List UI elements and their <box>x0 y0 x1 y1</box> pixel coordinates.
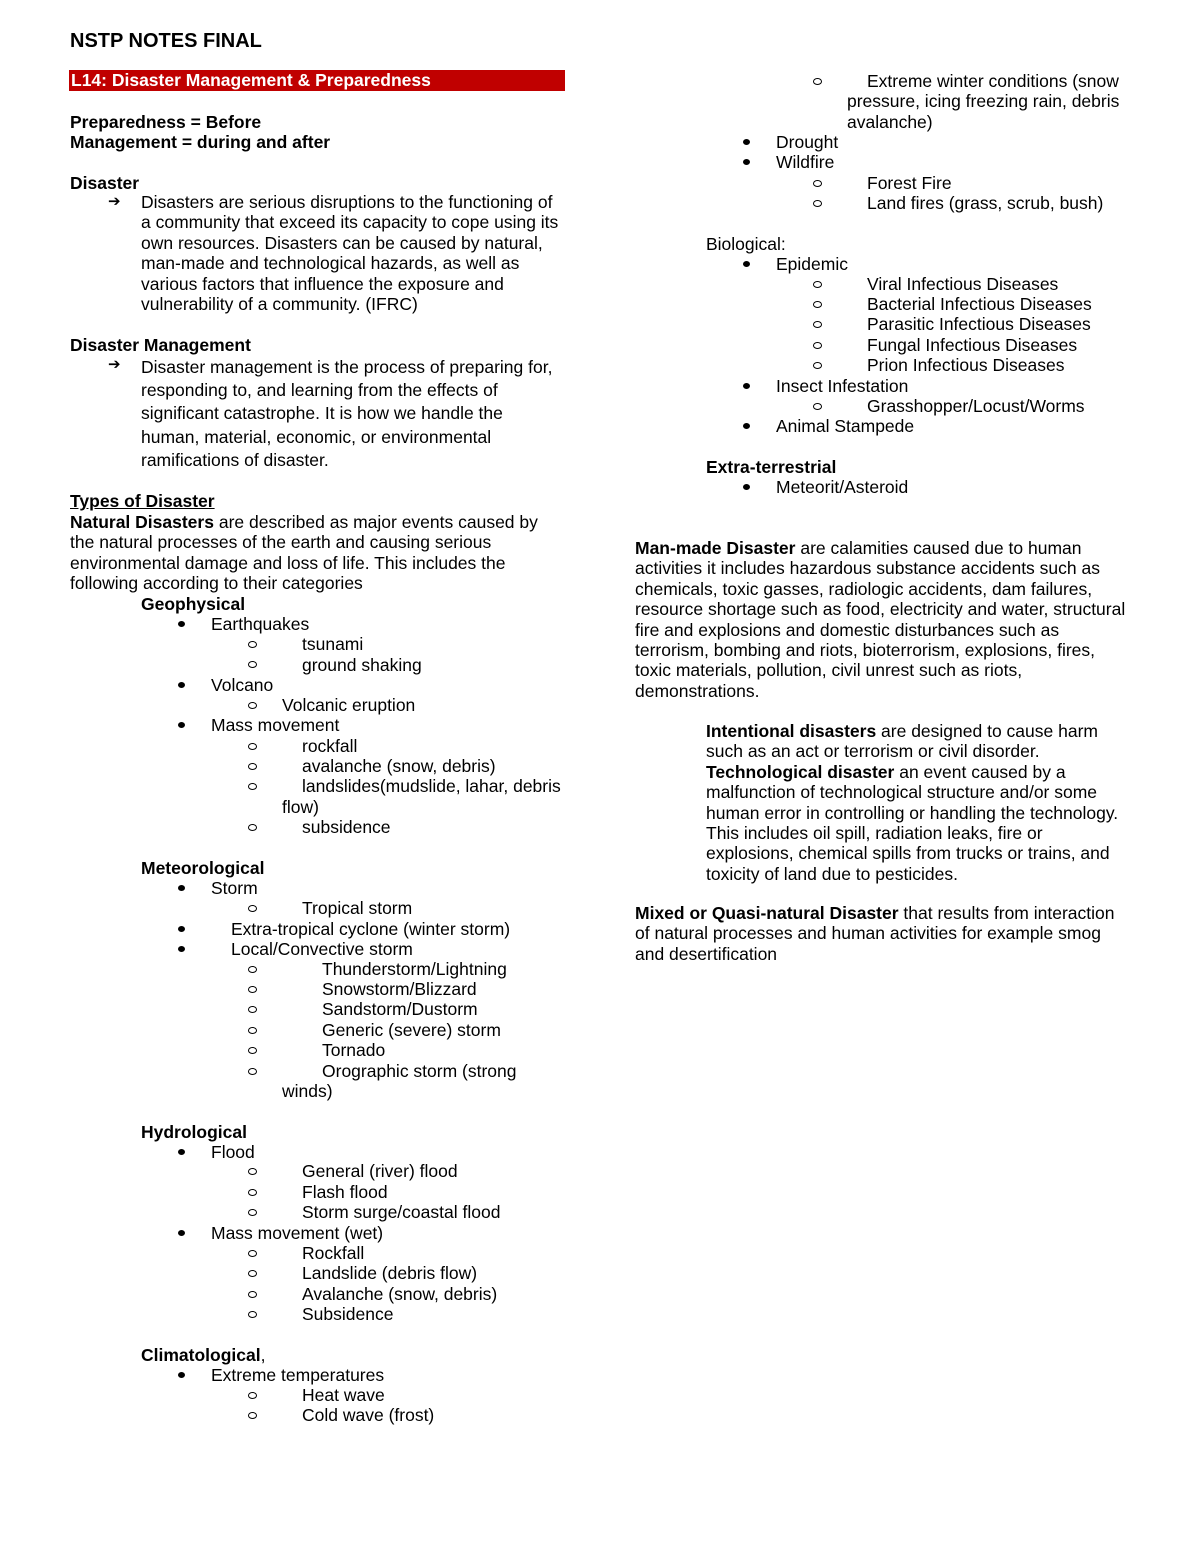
bullet-icon <box>743 261 750 267</box>
bullet-icon <box>178 946 185 952</box>
list-item: Bacterial Infectious Diseases <box>867 294 1092 314</box>
bullet-icon <box>178 1372 185 1378</box>
sub-bullet-icon <box>248 824 257 831</box>
geophysical-heading: Geophysical <box>141 594 246 614</box>
list-item: Extra-tropical cyclone (winter storm) <box>231 919 511 939</box>
sub-bullet-icon <box>813 281 822 288</box>
sub-bullet-icon <box>248 661 257 668</box>
technological-text: an event caused by a malfunction of technological structure and/or some human error in controlling or handling the technology. This includes oil spill, radiation leaks, fire or explosions, chemical spills from trucks or trains, and toxicity of land due to pesticides. <box>706 761 1119 884</box>
sub-bullet-icon <box>248 641 257 648</box>
document-title: NSTP NOTES FINAL <box>70 30 262 52</box>
preparedness-line: Preparedness = Before <box>70 112 262 132</box>
climatological-suffix: , <box>260 1345 266 1365</box>
list-item: Sandstorm/Dustorm <box>322 999 478 1019</box>
list-item-continued: avalanche) <box>847 112 933 132</box>
list-item: Rockfall <box>302 1243 365 1263</box>
list-item: Insect Infestation <box>776 376 909 396</box>
sub-bullet-icon <box>248 1027 257 1034</box>
list-item: Wildfire <box>776 152 835 172</box>
bullet-icon <box>178 1230 185 1236</box>
sub-bullet-icon <box>248 1250 257 1257</box>
sub-bullet-icon <box>248 1291 257 1298</box>
climatological-heading <box>141 1345 265 1365</box>
bullet-icon <box>743 484 750 490</box>
sub-bullet-icon <box>813 78 822 85</box>
disaster-heading: Disaster <box>70 173 140 193</box>
list-item: avalanche (snow, debris) <box>302 756 496 776</box>
list-item: Tornado <box>322 1040 386 1060</box>
list-item: Fungal Infectious Diseases <box>867 335 1078 355</box>
list-item: Tropical storm <box>302 898 413 918</box>
arrow-icon: ➔ <box>108 356 121 373</box>
list-item: Epidemic <box>776 254 848 274</box>
list-item: General (river) flood <box>302 1161 458 1181</box>
bullet-icon <box>743 423 750 429</box>
list-item: Flood <box>211 1142 255 1162</box>
list-item: ground shaking <box>302 655 422 675</box>
list-item: Volcanic eruption <box>282 695 416 715</box>
technological-label: Technological disaster <box>706 761 895 782</box>
intentional-label: Intentional disasters <box>706 721 877 741</box>
list-item: Extreme winter conditions (snow <box>867 71 1119 91</box>
sub-bullet-icon <box>813 180 822 187</box>
list-item: Mass movement <box>211 715 340 735</box>
natural-disasters-label: Natural Disasters <box>70 512 214 532</box>
sub-bullet-icon <box>813 321 822 328</box>
list-item: Generic (severe) storm <box>322 1020 501 1040</box>
sub-bullet-icon <box>813 342 822 349</box>
bullet-icon <box>178 1149 185 1155</box>
sub-bullet-icon <box>248 1168 257 1175</box>
list-item: tsunami <box>302 634 364 654</box>
mixed-text: that results from interaction of natural processes and human activities for example smog and desertification <box>635 903 1115 964</box>
disaster-definition: Disasters are serious disruptions to the functioning of a community that exceed its capacity to cope using its own resources. Disasters can be caused by natural, man-made and technological hazards, as well as various factors that influence the exposure and vulnerability of a community. (IFRC) <box>141 192 559 315</box>
list-item: rockfall <box>302 736 358 756</box>
manmade-paragraph <box>635 538 1127 701</box>
list-item-continued: flow) <box>282 797 319 817</box>
bullet-icon <box>178 682 185 688</box>
manmade-text: are calamities caused due to human activities it includes hazardous substance accidents such as chemicals, toxic gasses, radiologic accidents, dam failures, resource shortage such as food, electricity and water, structural fire and explosions and domestic disturbances such as terrorism, bombing and riots, bioterrorism, explosions, fires, toxic materials, pollution, civil unrest such as riots, demonstrations. <box>635 538 1126 701</box>
disaster-management-definition: Disaster management is the process of preparing for, responding to, and learning from the effects of significant catastrophe. It is how we handle the human, material, economic, or environmental ramifications of disaster. <box>141 357 553 470</box>
list-item: Heat wave <box>302 1385 385 1405</box>
sub-bullet-icon <box>248 743 257 750</box>
list-item: Animal Stampede <box>776 416 915 436</box>
arrow-icon: ➔ <box>108 193 121 210</box>
list-item: Volcano <box>211 675 274 695</box>
intentional-technological-paragraph <box>706 721 1128 884</box>
list-item: Grasshopper/Locust/Worms <box>867 396 1085 416</box>
sub-bullet-icon <box>248 905 257 912</box>
bullet-icon <box>178 926 185 932</box>
sub-bullet-icon <box>248 1412 257 1419</box>
list-item: Meteorit/Asteroid <box>776 477 909 497</box>
list-item: Storm <box>211 878 258 898</box>
sub-bullet-icon <box>813 301 822 308</box>
bullet-icon <box>178 885 185 891</box>
list-item: Flash flood <box>302 1182 388 1202</box>
list-item-continued: pressure, icing freezing rain, debris <box>847 91 1120 111</box>
sub-bullet-icon <box>248 1311 257 1318</box>
sub-bullet-icon <box>813 403 822 410</box>
natural-disasters-text: are described as major events caused by the natural processes of the earth and causing serious environmental damage and loss of life. This includes the following according to their categories <box>70 512 538 594</box>
manmade-label: Man-made Disaster <box>635 538 796 558</box>
list-item: Viral Infectious Diseases <box>867 274 1059 294</box>
natural-disasters-paragraph <box>70 512 550 594</box>
list-item: Subsidence <box>302 1304 394 1324</box>
sub-bullet-icon <box>248 986 257 993</box>
list-item: Extreme temperatures <box>211 1365 385 1385</box>
list-item: Landslide (debris flow) <box>302 1263 478 1283</box>
sub-bullet-icon <box>248 1392 257 1399</box>
list-item: Storm surge/coastal flood <box>302 1202 501 1222</box>
list-item: Parasitic Infectious Diseases <box>867 314 1091 334</box>
sub-bullet-icon <box>248 1006 257 1013</box>
list-item: Forest Fire <box>867 173 952 193</box>
climatological-label: Climatological <box>141 1345 261 1365</box>
list-item: Thunderstorm/Lightning <box>322 959 507 979</box>
list-item: subsidence <box>302 817 391 837</box>
list-item: Orographic storm (strong <box>322 1061 517 1081</box>
management-line: Management = during and after <box>70 132 331 152</box>
types-heading: Types of Disaster <box>70 491 215 511</box>
bullet-icon <box>743 159 750 165</box>
list-item: Drought <box>776 132 839 152</box>
sub-bullet-icon <box>248 702 257 709</box>
list-item: Land fires (grass, scrub, bush) <box>867 193 1104 213</box>
sub-bullet-icon <box>248 1047 257 1054</box>
intentional-text: are designed to cause harm such as an act or terrorism or civil disorder. <box>706 721 1098 762</box>
bullet-icon <box>178 722 185 728</box>
bullet-icon <box>743 383 750 389</box>
sub-bullet-icon <box>813 362 822 369</box>
sub-bullet-icon <box>248 1068 257 1075</box>
mixed-label: Mixed or Quasi-natural Disaster <box>635 903 899 923</box>
hydrological-heading: Hydrological <box>141 1122 247 1142</box>
list-item: Local/Convective storm <box>231 939 413 959</box>
sub-bullet-icon <box>248 966 257 973</box>
mixed-paragraph <box>635 903 1127 964</box>
list-item: Cold wave (frost) <box>302 1405 435 1425</box>
list-item: landslides(mudslide, lahar, debris <box>302 776 561 796</box>
list-item: Mass movement (wet) <box>211 1223 384 1243</box>
bullet-icon <box>743 139 750 145</box>
biological-heading: Biological: <box>706 234 786 254</box>
sub-bullet-icon <box>813 200 822 207</box>
sub-bullet-icon <box>248 763 257 770</box>
sub-bullet-icon <box>248 1209 257 1216</box>
bullet-icon <box>178 621 185 627</box>
sub-bullet-icon <box>248 783 257 790</box>
meteorological-heading: Meteorological <box>141 858 265 878</box>
list-item: Snowstorm/Blizzard <box>322 979 477 999</box>
list-item: Avalanche (snow, debris) <box>302 1284 498 1304</box>
extraterrestrial-heading: Extra-terrestrial <box>706 457 837 477</box>
disaster-management-heading: Disaster Management <box>70 335 251 355</box>
list-item-continued: winds) <box>282 1081 333 1101</box>
lesson-heading: L14: Disaster Management & Preparedness <box>69 70 565 91</box>
list-item: Earthquakes <box>211 614 310 634</box>
list-item: Prion Infectious Diseases <box>867 355 1065 375</box>
sub-bullet-icon <box>248 1189 257 1196</box>
sub-bullet-icon <box>248 1270 257 1277</box>
